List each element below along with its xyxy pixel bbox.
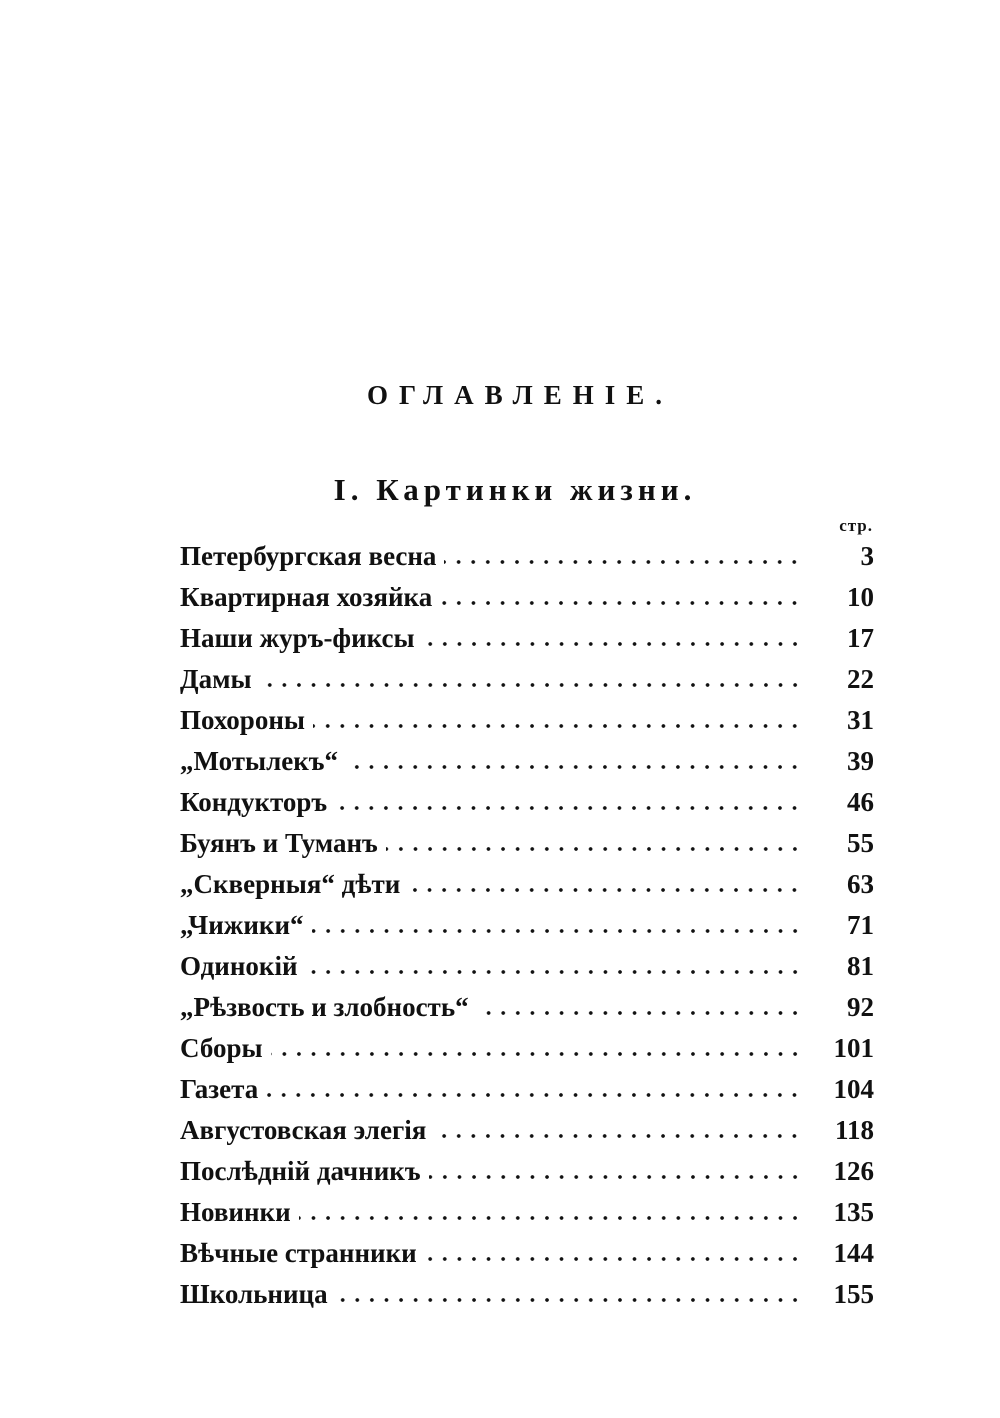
toc-entry <box>180 1115 874 1156</box>
toc-entry <box>180 623 874 664</box>
toc-entry-page: 39 <box>847 746 874 776</box>
toc-entry-title: Буянъ и Туманъ <box>180 828 378 858</box>
dot-leader <box>313 723 802 729</box>
toc-entry-title: Августовская элегія <box>180 1115 427 1145</box>
toc-entry-page: 135 <box>833 1197 874 1227</box>
dot-leader <box>423 641 802 647</box>
toc-entry <box>180 992 874 1033</box>
toc-entry-page: 101 <box>833 1033 874 1063</box>
dot-leader <box>335 805 802 811</box>
toc-entry-page: 144 <box>833 1238 874 1268</box>
toc-entry-title: Наши журъ-фиксы <box>180 623 415 653</box>
toc-entry <box>180 1074 874 1115</box>
dot-leader <box>440 600 802 606</box>
toc-entry <box>180 541 874 582</box>
toc-entry <box>180 951 874 992</box>
dot-leader <box>312 928 802 934</box>
page-title: ОГЛАВЛЕНІЕ. <box>366 380 674 410</box>
toc-entry-title: „Рѣзвость и злобность“ <box>180 992 469 1022</box>
toc-entry-title: Газета <box>180 1074 259 1104</box>
toc-entry <box>180 910 874 951</box>
dot-leader <box>266 1092 802 1098</box>
toc-entry-title: Школьница <box>180 1279 328 1309</box>
toc-entry-title: Кондукторъ <box>180 787 328 817</box>
toc-entry-page: 92 <box>847 992 874 1022</box>
toc-entry <box>180 869 874 910</box>
toc-entry <box>180 1238 874 1279</box>
toc-entry-title: Квартирная хозяйка <box>180 582 433 612</box>
toc-entry-title: Послѣдній дачникъ <box>180 1156 421 1186</box>
toc-entry-title: Петербургская весна <box>180 541 437 571</box>
dot-leader <box>336 1297 802 1303</box>
toc-entry-title: Одинокій <box>180 951 298 981</box>
toc-entry-page: 10 <box>847 582 874 612</box>
toc-entry-page: 17 <box>847 623 874 653</box>
toc-entry <box>180 1033 874 1074</box>
toc-entry-title: Похороны <box>180 705 305 735</box>
dot-leader <box>425 1256 802 1262</box>
dot-leader <box>346 764 802 770</box>
dot-leader <box>434 1133 802 1139</box>
toc-entry-page: 63 <box>847 869 874 899</box>
toc-entry-page: 46 <box>847 787 874 817</box>
toc-entry-page: 71 <box>847 910 874 940</box>
toc-entry-page: 22 <box>847 664 874 694</box>
toc-entry <box>180 1156 874 1197</box>
table-of-contents <box>180 541 874 1320</box>
dot-leader <box>444 559 802 565</box>
dot-leader <box>429 1174 802 1180</box>
toc-entry-page: 155 <box>833 1279 874 1309</box>
toc-entry <box>180 1279 874 1320</box>
toc-entry <box>180 828 874 869</box>
toc-entry-title: Новинки <box>180 1197 291 1227</box>
toc-entry-page: 104 <box>833 1074 874 1104</box>
toc-entry-title: „Чижики“ <box>180 910 304 940</box>
toc-entry-page: 55 <box>847 828 874 858</box>
dot-leader <box>260 682 802 688</box>
toc-entry <box>180 664 874 705</box>
toc-entry-title: „Скверныя“ дѣти <box>180 869 401 899</box>
page-column-header: стр. <box>839 516 873 535</box>
toc-entry-title: „Мотылекъ“ <box>180 746 339 776</box>
toc-entry-page: 81 <box>847 951 874 981</box>
dot-leader <box>299 1215 802 1221</box>
dot-leader <box>306 969 802 975</box>
dot-leader <box>477 1010 802 1016</box>
toc-entry-page: 3 <box>860 541 874 571</box>
toc-entry-title: Вѣчные странники <box>180 1238 417 1268</box>
toc-entry <box>180 705 874 746</box>
section-heading: I. Картинки жизни. <box>333 472 697 507</box>
toc-entry-page: 31 <box>847 705 874 735</box>
toc-entry <box>180 787 874 828</box>
toc-entry-title: Сборы <box>180 1033 263 1063</box>
dot-leader <box>386 846 802 852</box>
toc-entry-page: 126 <box>833 1156 874 1186</box>
dot-leader <box>408 887 802 893</box>
toc-entry <box>180 746 874 787</box>
toc-entry <box>180 1197 874 1238</box>
toc-entry-title: Дамы <box>180 664 252 694</box>
toc-entry-page: 118 <box>834 1115 874 1145</box>
dot-leader <box>271 1051 802 1057</box>
toc-entry <box>180 582 874 623</box>
